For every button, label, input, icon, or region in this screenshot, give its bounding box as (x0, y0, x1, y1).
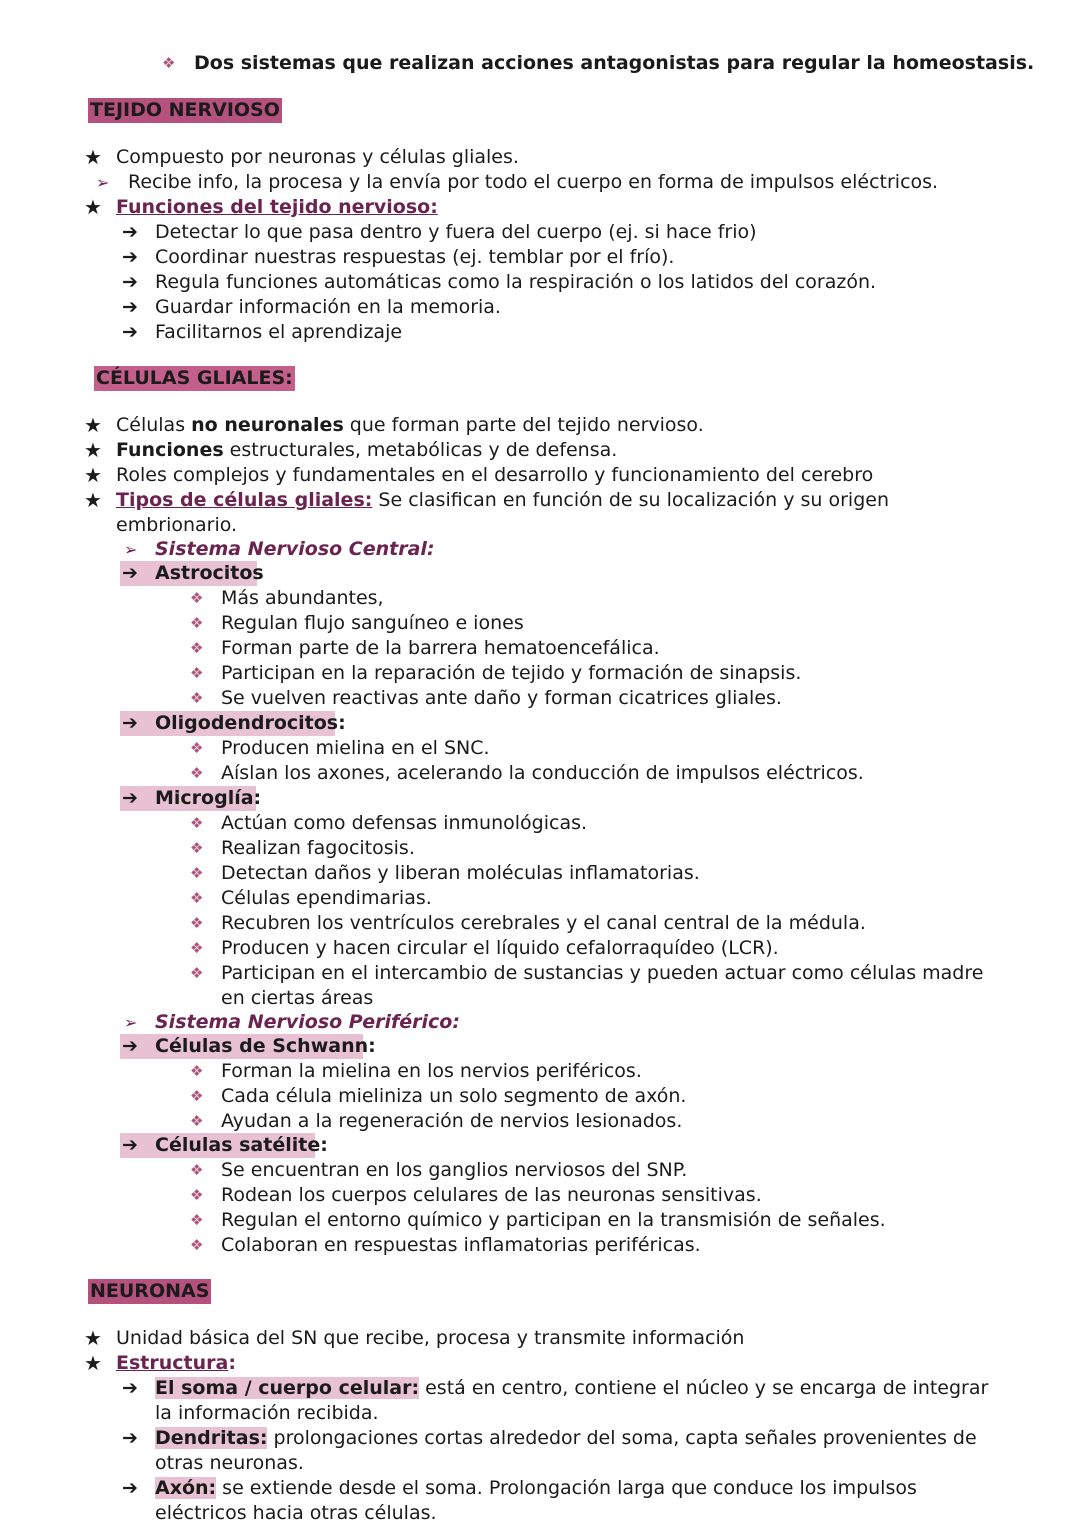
star-bullet-icon: ★ (84, 195, 102, 219)
arrow-bullet-icon: ➔ (122, 712, 138, 734)
diamond-bullet-icon: ❖ (190, 939, 204, 957)
diamond-bullet-icon: ❖ (190, 1161, 204, 1179)
microglia-item: Recubren los ventrículos cerebrales y el canal central de la médula. (221, 912, 866, 934)
star-bullet-icon: ★ (84, 145, 102, 169)
arrow-bullet-icon: ➔ (122, 1427, 138, 1449)
microglia-item: Células ependimarias. (221, 887, 432, 909)
triangle-bullet-icon: ➢ (124, 1013, 138, 1032)
microglia-item: Detectan daños y liberan moléculas inflamatorias. (221, 862, 700, 884)
diamond-bullet-icon: ❖ (190, 739, 204, 757)
estructura-dendritas: Dendritas: prolongaciones cortas alrededor del soma, capta señales provenientes de (155, 1427, 977, 1449)
satelite-item: Colaboran en respuestas inflamatorias periféricas. (221, 1234, 701, 1256)
satelite-label: Células satélite: (155, 1134, 328, 1156)
arrow-bullet-icon: ➔ (122, 221, 138, 243)
arrow-bullet-icon: ➔ (122, 296, 138, 318)
diamond-bullet-icon: ❖ (190, 1211, 204, 1229)
funciones-item: Coordinar nuestras respuestas (ej. temblar por el frío). (155, 246, 675, 268)
gliales-tipos-cont: embrionario. (116, 514, 238, 536)
gliales-tipos: Tipos de células gliales: Se clasifican en función de su localización y su origen (116, 489, 889, 511)
diamond-bullet-icon: ❖ (190, 764, 204, 782)
funciones-item: Facilitarnos el aprendizaje (155, 321, 403, 343)
arrow-bullet-icon: ➔ (122, 1035, 138, 1057)
astrocitos-label: Astrocitos (155, 562, 264, 584)
triangle-bullet-icon: ➢ (96, 173, 110, 192)
star-bullet-icon: ★ (84, 1351, 102, 1375)
microglia-item: Realizan fagocitosis. (221, 837, 415, 859)
star-bullet-icon: ★ (84, 1326, 102, 1350)
intro-text: Dos sistemas que realizan acciones antagonistas para regular la homeostasis. (194, 52, 1035, 74)
satelite-item: Rodean los cuerpos celulares de las neuronas sensitivas. (221, 1184, 762, 1206)
diamond-bullet-icon: ❖ (190, 889, 204, 907)
schwann-label: Células de Schwann: (155, 1035, 376, 1057)
diamond-bullet-icon: ❖ (190, 814, 204, 832)
star-bullet-icon: ★ (84, 438, 102, 462)
estructura-soma-cont: la información recibida. (155, 1402, 379, 1424)
diamond-bullet-icon: ❖ (190, 1087, 204, 1105)
diamond-bullet-icon: ❖ (162, 54, 176, 72)
tejido-item-1: Compuesto por neuronas y células gliales. (116, 146, 519, 168)
star-bullet-icon: ★ (84, 463, 102, 487)
funciones-item: Detectar lo que pasa dentro y fuera del cuerpo (ej. si hace frio) (155, 221, 757, 243)
estructura-axon: Axón: se extiende desde el soma. Prolongación larga que conduce los impulsos (155, 1477, 917, 1499)
section-heading-neuronas: NEURONAS (90, 1280, 210, 1302)
funciones-item: Guardar información en la memoria. (155, 296, 501, 318)
tejido-funciones-label: Funciones del tejido nervioso: (116, 196, 438, 218)
neuronas-estructura: Estructura: (116, 1352, 236, 1374)
diamond-bullet-icon: ❖ (190, 914, 204, 932)
oligo-label: Oligodendrocitos: (155, 712, 346, 734)
microglia-item: Producen y hacen circular el líquido cefalorraquídeo (LCR). (221, 937, 779, 959)
diamond-bullet-icon: ❖ (190, 964, 204, 982)
microglia-item: Actúan como defensas inmunológicas. (221, 812, 588, 834)
tejido-item-1-sub: Recibe info, la procesa y la envía por todo el cuerpo en forma de impulsos eléctricos. (128, 171, 939, 193)
section-heading-gliales: CÉLULAS GLIALES: (96, 367, 293, 389)
microglia-label: Microglía: (155, 787, 262, 809)
diamond-bullet-icon: ❖ (190, 1062, 204, 1080)
oligo-item: Aíslan los axones, acelerando la conducción de impulsos eléctricos. (221, 762, 864, 784)
arrow-bullet-icon: ➔ (122, 1377, 138, 1399)
star-bullet-icon: ★ (84, 413, 102, 437)
gliales-item-3: Roles complejos y fundamentales en el desarrollo y funcionamiento del cerebro (116, 464, 874, 486)
section-heading-tejido: TEJIDO NERVIOSO (90, 99, 280, 121)
diamond-bullet-icon: ❖ (190, 664, 204, 682)
satelite-item: Regulan el entorno químico y participan en la transmisión de señales. (221, 1209, 886, 1231)
diamond-bullet-icon: ❖ (190, 1236, 204, 1254)
diamond-bullet-icon: ❖ (190, 1186, 204, 1204)
diamond-bullet-icon: ❖ (190, 1112, 204, 1130)
neuronas-item-1: Unidad básica del SN que recibe, procesa y transmite información (116, 1327, 745, 1349)
astrocitos-item: Se vuelven reactivas ante daño y forman cicatrices gliales. (221, 687, 782, 709)
astrocitos-item: Regulan flujo sanguíneo e iones (221, 612, 524, 634)
astrocitos-item: Participan en la reparación de tejido y formación de sinapsis. (221, 662, 802, 684)
diamond-bullet-icon: ❖ (190, 839, 204, 857)
arrow-bullet-icon: ➔ (122, 562, 138, 584)
satelite-item: Se encuentran en los ganglios nerviosos del SNP. (221, 1159, 688, 1181)
arrow-bullet-icon: ➔ (122, 246, 138, 268)
microglia-item-cont: en ciertas áreas (221, 987, 374, 1009)
schwann-item: Forman la mielina en los nervios periféricos. (221, 1060, 642, 1082)
arrow-bullet-icon: ➔ (122, 787, 138, 809)
gliales-item-1: Células no neuronales que forman parte del tejido nervioso. (116, 414, 704, 436)
triangle-bullet-icon: ➢ (124, 540, 138, 559)
estructura-dendritas-cont: otras neuronas. (155, 1452, 304, 1474)
diamond-bullet-icon: ❖ (190, 864, 204, 882)
estructura-soma: El soma / cuerpo celular: está en centro, contiene el núcleo y se encarga de integrar (155, 1377, 989, 1399)
arrow-bullet-icon: ➔ (122, 1134, 138, 1156)
schwann-item: Cada célula mieliniza un solo segmento de axón. (221, 1085, 687, 1107)
arrow-bullet-icon: ➔ (122, 321, 138, 343)
gliales-item-2: Funciones estructurales, metabólicas y de defensa. (116, 439, 618, 461)
diamond-bullet-icon: ❖ (190, 639, 204, 657)
snc-label: Sistema Nervioso Central: (155, 538, 435, 560)
microglia-item: Participan en el intercambio de sustancias y pueden actuar como células madre (221, 962, 984, 984)
star-bullet-icon: ★ (84, 488, 102, 512)
diamond-bullet-icon: ❖ (190, 589, 204, 607)
estructura-axon-cont: eléctricos hacia otras células. (155, 1502, 437, 1524)
arrow-bullet-icon: ➔ (122, 1477, 138, 1499)
funciones-item: Regula funciones automáticas como la respiración o los latidos del corazón. (155, 271, 877, 293)
oligo-item: Producen mielina en el SNC. (221, 737, 490, 759)
diamond-bullet-icon: ❖ (190, 689, 204, 707)
diamond-bullet-icon: ❖ (190, 614, 204, 632)
snp-label: Sistema Nervioso Periférico: (155, 1011, 460, 1033)
astrocitos-item: Forman parte de la barrera hematoencefálica. (221, 637, 660, 659)
arrow-bullet-icon: ➔ (122, 271, 138, 293)
astrocitos-item: Más abundantes, (221, 587, 384, 609)
schwann-item: Ayudan a la regeneración de nervios lesionados. (221, 1110, 683, 1132)
